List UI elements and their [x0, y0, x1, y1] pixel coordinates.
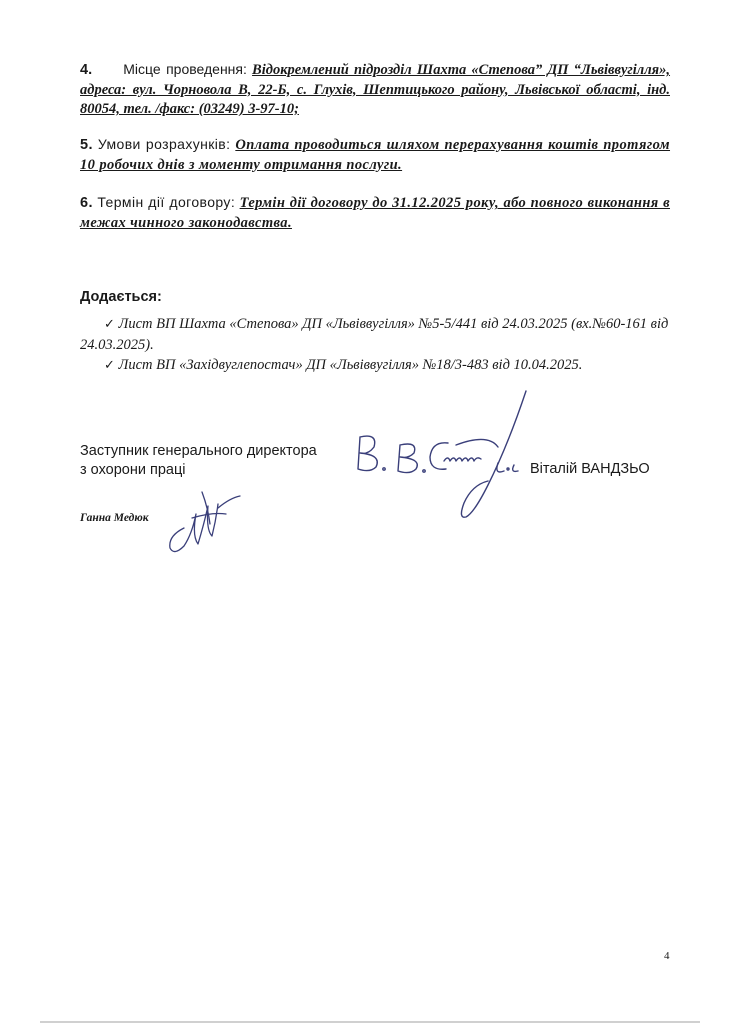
clause-value: Термін дії договору до 31.12.2025 року, або повного виконання в межах чинного законодавства. [80, 195, 670, 231]
signer-name: Віталій ВАНДЗЬО [530, 461, 650, 477]
checkmark-icon: ✓ [104, 358, 115, 373]
executor-name: Ганна Медюк [80, 512, 149, 524]
executor-signature-icon [162, 484, 244, 558]
attachment-item [80, 355, 670, 376]
clause-payment-terms [80, 135, 670, 175]
attachments-list [80, 314, 670, 376]
director-signature-icon [348, 385, 528, 530]
attachment-text: Лист ВП Шахта «Степова» ДП «Львіввугілля» №5-5/441 від 24.03.2025 (вх.№60-161 від 24.03.2025). [80, 316, 669, 353]
clause-label: Умови розрахунків: [97, 136, 231, 152]
clause-number: 6. [80, 195, 93, 211]
signer-position [80, 442, 317, 480]
clause-contract-term [80, 193, 670, 233]
page-number: 4 [664, 950, 670, 962]
attachments-heading: Додається: [80, 289, 162, 305]
attachment-item [80, 314, 670, 355]
checkmark-icon: ✓ [104, 317, 115, 332]
clause-number: 4. [80, 62, 93, 78]
clause-value: Оплата проводиться шляхом перерахування коштів протягом 10 робочих днів з моменту отримання послуги. [80, 137, 671, 173]
attachment-text: Лист ВП «Західвуглепостач» ДП «Львіввугілля» №18/3-483 від 10.04.2025. [118, 357, 583, 373]
scan-edge-divider [40, 1021, 700, 1023]
clause-number: 5. [80, 137, 93, 153]
clause-label: Термін дії договору: [97, 194, 236, 210]
signer-position-line: Заступник генерального директора [80, 443, 317, 459]
clause-venue [80, 60, 670, 120]
clause-label: Місце проведення: [123, 61, 247, 77]
clause-value: Відокремлений підрозділ Шахта «Степова” ДП “Львіввугілля», адреса: вул. Чорновола В, 22-Б, с. Глухів, Шептицького району, Львівської області, інд. 80054, тел. /факс: (03249) 3-97-10; [80, 62, 671, 117]
signer-position-line: з охорони праці [80, 462, 186, 478]
